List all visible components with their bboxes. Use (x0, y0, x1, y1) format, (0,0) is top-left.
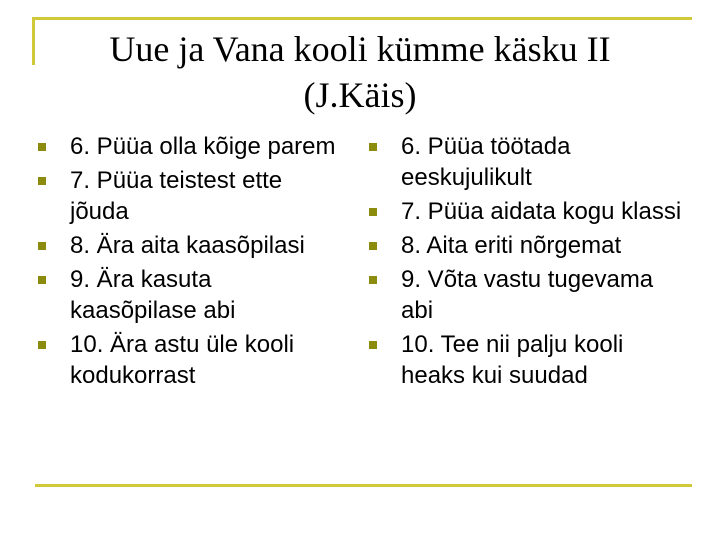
list-item (369, 131, 689, 193)
square-bullet-icon (369, 242, 377, 250)
square-bullet-icon (369, 143, 377, 151)
title-line-2: (J.Käis) (303, 75, 417, 115)
square-bullet-icon (369, 341, 377, 349)
list-item-text: 7. Püüa teistest ette jõuda (70, 167, 283, 225)
left-bullet-list (38, 131, 338, 394)
list-item-text: 10. Tee nii palju kooli heaks kui suudad (401, 331, 624, 389)
list-item-text: 7. Püüa aidata kogu klassi (401, 198, 682, 225)
list-item (38, 131, 338, 162)
list-item (369, 230, 689, 261)
square-bullet-icon (38, 242, 46, 250)
list-item-text: 6. Püüa töötada eeskujulikult (401, 133, 571, 191)
slide-title (40, 26, 680, 118)
list-item (369, 196, 689, 227)
square-bullet-icon (369, 276, 377, 284)
list-item-text: 8. Ära aita kaasõpilasi (70, 232, 305, 259)
square-bullet-icon (38, 143, 46, 151)
list-item-text: 9. Ära kasuta kaasõpilase abi (70, 266, 236, 324)
square-bullet-icon (38, 177, 46, 185)
title-line-1: Uue ja Vana kooli kümme käsku II (109, 29, 611, 69)
list-item (38, 264, 338, 326)
list-item (38, 165, 338, 227)
list-item-text: 6. Püüa olla kõige parem (70, 133, 336, 160)
list-item (38, 230, 338, 261)
list-item-text: 10. Ära astu üle kooli kodukorrast (70, 331, 295, 389)
list-item-text: 8. Aita eriti nõrgemat (401, 232, 622, 259)
square-bullet-icon (369, 208, 377, 216)
list-item (369, 329, 689, 391)
bottom-accent-line (35, 484, 692, 487)
list-item-text: 9. Võta vastu tugevama abi (401, 266, 654, 324)
list-item (38, 329, 338, 391)
right-bullet-list (369, 131, 689, 394)
left-accent-line (32, 17, 35, 65)
square-bullet-icon (38, 276, 46, 284)
list-item (369, 264, 689, 326)
top-accent-line (32, 17, 692, 20)
square-bullet-icon (38, 341, 46, 349)
